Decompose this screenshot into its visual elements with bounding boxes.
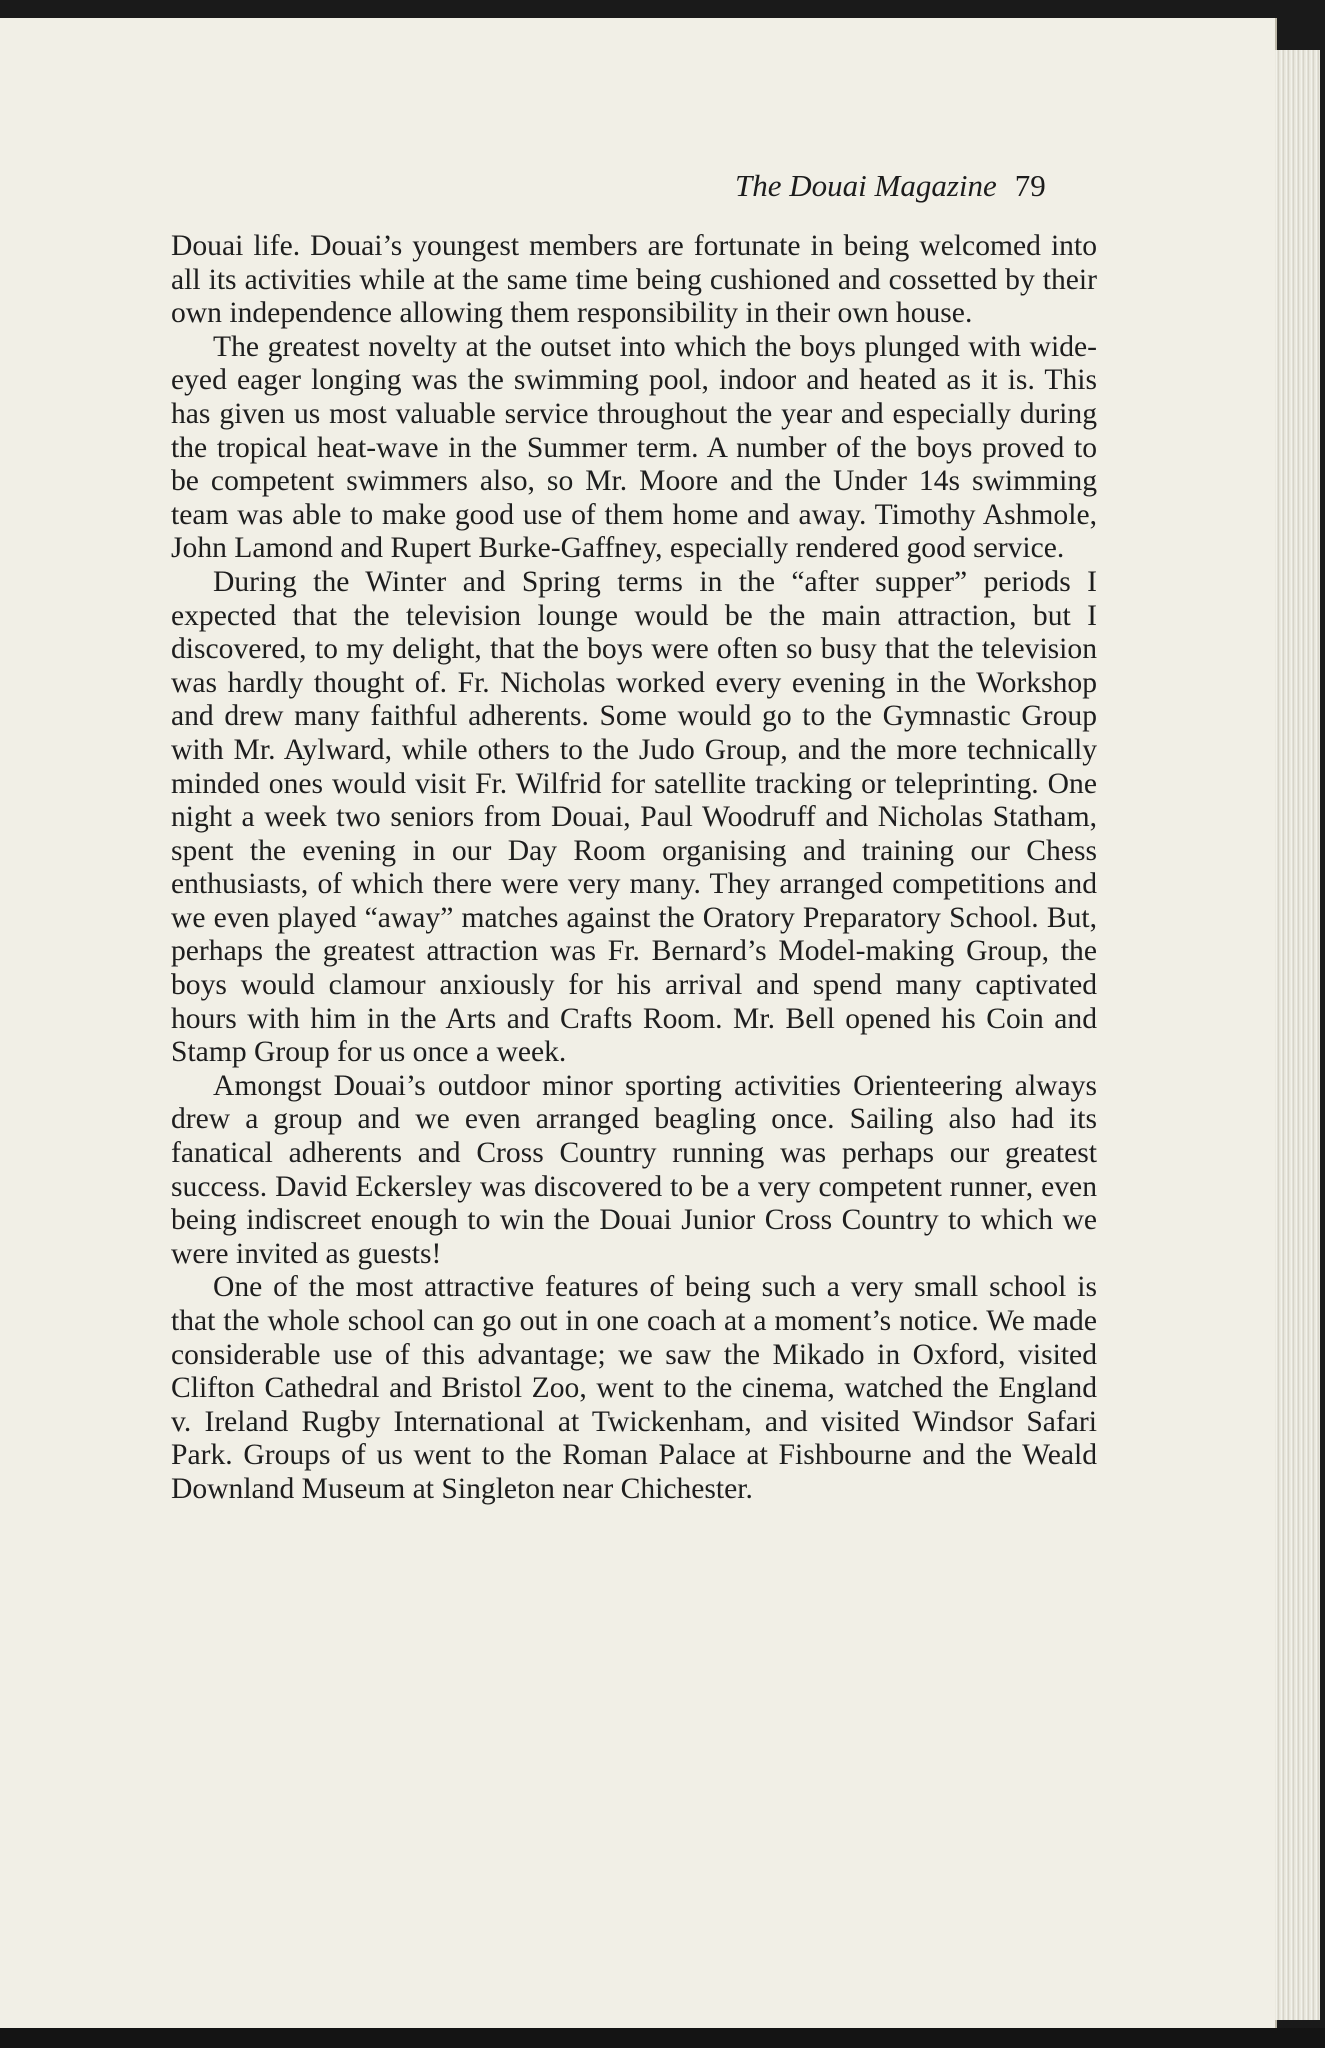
page-edges — [1275, 50, 1320, 2020]
page-number: 79 — [1014, 168, 1046, 203]
paragraph-3: During the Winter and Spring terms in the “after supper” periods I expected that the television lounge would be the main attraction, but I discovered, to my delight, that the boys were often so busy that the television was hardly thought of. Fr. Nicholas worked every evening in the Workshop and drew many faithful adherents. Some would go to the Gymnastic Group with Mr. Aylward, while others to the Judo Group, and the more technically minded ones would visit Fr. Wilfrid for satellite tracking or teleprinting. One night a week two seniors from Douai, Paul Woodruff and Nicholas Statham, spent the evening in our Day Room organising and training our Chess enthusiasts, of which there were very many. They arranged competitions and we even played “away” matches against the Oratory Preparatory School. But, perhaps the greatest attraction was Fr. Bernard’s Model-making Group, the boys would clamour anxiously for his arrival and spend many captivated hours with him in the Arts and Crafts Room. Mr. Bell opened his Coin and Stamp Group for us once a week. — [171, 565, 1097, 1069]
scan-bottom-border — [0, 2028, 1325, 2048]
running-head — [735, 168, 1105, 212]
paragraph-4: Amongst Douai’s outdoor minor sporting activities Orienteering always drew a group and we even arranged beagling once. Sailing also had its fanatical adherents and Cross Country running was perhaps our greatest success. David Eckersley was discovered to be a very competent runner, even being indiscreet enough to win the Douai Junior Cross Country to which we were invited as guests! — [171, 1069, 1097, 1270]
paragraph-2: The greatest novelty at the outset into which the boys plunged with wide-eyed eager longing was the swimming pool, indoor and heated as it is. This has given us most valuable service throughout the year and especially during the tropical heat-wave in the Summer term. A number of the boys proved to be competent swimmers also, so Mr. Moore and the Under 14s swimming team was able to make good use of them home and away. Timothy Ashmole, John Lamond and Rupert Burke-Gaffney, especially rendered good service. — [171, 330, 1097, 565]
paragraph-5: One of the most attractive features of being such a very small school is that the whole school can go out in one coach at a moment’s notice. We made considerable use of this advantage; we saw the Mikado in Oxford, visited Clifton Cathedral and Bristol Zoo, went to the cinema, watched the England v. Ireland Rugby International at Twickenham, and visited Windsor Safari Park. Groups of us went to the Roman Palace at Fishbourne and the Weald Downland Museum at Singleton near Chichester. — [171, 1271, 1097, 1505]
running-head-title: The Douai Magazine — [735, 168, 997, 203]
body-text — [171, 230, 1097, 1507]
paragraph-1: Douai life. Douai’s youngest members are fortunate in being welcomed into all its activities while at the same time being cushioned and cossetted by their own independence allowing them responsibility in their own house. — [171, 230, 1097, 330]
